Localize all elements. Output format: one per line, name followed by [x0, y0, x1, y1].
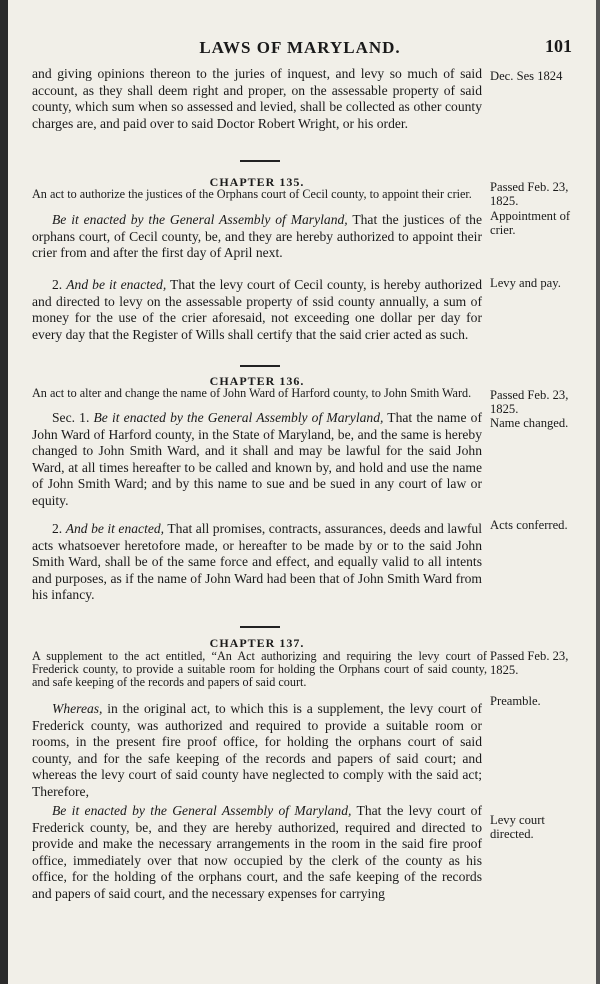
enacting-clause: And be it enacted, [65, 521, 165, 536]
section-number: 2. [52, 521, 63, 536]
sidenote-ch137-preamble: Preamble. [490, 694, 541, 708]
enacting-clause: Be it enacted by the General Assembly of Maryland, [52, 212, 348, 227]
sidenote-ch136-acts: Acts conferred. [490, 518, 568, 532]
section-text: That the levy court of Frederick county, be, and they are hereby authorized, required and directed to provide and make the necessary arrangements in the room in the said fire proof office, immediately over that now occupied by the clerk of the county as his office, for the holding of the orphans court, and the safe keeping of the records and papers of said court, and the necessary expenses for carrying [32, 803, 482, 901]
enacting-clause: Be it enacted by the General Assembly of Maryland, [52, 803, 352, 818]
preamble-text: in the original act, to which this is a supplement, the levy court of Frederick county, was authorized and required to provide a suitable room or rooms, in the present fire proof office, for holding the orphans court of said county, and for the safe keeping of the records and papers of said court; and whereas the levy court of said county have neglected to comply with the said act; Therefore, [32, 701, 482, 799]
chapter-136-section-2 [32, 521, 482, 604]
section-number: 2. [52, 277, 63, 292]
chapter-136-heading: CHAPTER 136. [209, 374, 305, 388]
sidenote-ch135-levy: Levy and pay. [490, 276, 561, 290]
sidenote-ch136-name: Name changed. [490, 416, 569, 430]
running-title: LAWS OF MARYLAND. [199, 38, 401, 57]
chapter-137-heading: CHAPTER 137. [209, 636, 305, 650]
section-number: Sec. 1. [52, 410, 90, 425]
page-number: 101 [545, 36, 572, 56]
chapter-137-title: A supplement to the act entitled, “An Act authorizing and requiring the levy court of Frederick county, to provide a suitable room for holding the Orphans court of said county, and safe keeping of the records and papers of said court. [32, 649, 487, 689]
section-divider [240, 365, 280, 367]
chapter-136-title: An act to alter and change the name of John Ward of Harford county, to John Smith Ward. [32, 386, 472, 400]
chapter-135-section-2 [32, 277, 482, 343]
sidenote-ch135-passed: Passed Feb. 23, 1825. [490, 180, 569, 208]
section-text: That the name of John Ward of Harford county, in the State of Maryland, be, and the same is hereby changed to John Smith Ward, and it shall and may be lawful for the said John Ward, at all times hereafter to be called and known by, and hold and use the name of John Smith Ward; and by this name to sue and be sued in any court of law or equity. [32, 410, 482, 508]
section-divider [240, 626, 280, 628]
page-edge-shadow [0, 0, 8, 984]
continuation-text: and giving opinions thereon to the juries of inquest, and levy so much of said account, as they shall deem right and proper, on the assessable property of said county, which sum when so assessed and levied, shall be collected as other county charges are, and paid over to said Doctor Robert Wright, or his order. [32, 66, 482, 131]
chapter-136-section-1 [32, 410, 482, 509]
sidenote-ch137-passed: Passed Feb. 23, 1825. [490, 649, 569, 677]
chapter-135-heading: CHAPTER 135. [209, 175, 305, 189]
sidenote-ch135-appointment: Appointment of crier. [490, 209, 571, 237]
chapter-137-section-1 [32, 803, 482, 902]
section-text: That the justices of the orphans court, of Cecil county, be, and they are hereby authorized to appoint their crier from and after the first day of April next. [32, 212, 482, 260]
chapter-135-section-1 [32, 212, 482, 262]
whereas-word: Whereas, [52, 701, 103, 716]
enacting-clause: And be it enacted, [66, 277, 167, 292]
section-text: That all promises, contracts, assurances, deeds and lawful acts whatsoever heretofore made, or hereafter to be made by or to the said John Smith Ward, shall be of the same force and effect, and equally valid to all intents and purposes, as if the name of John Ward had been that of John Smith Ward from his infancy. [32, 521, 482, 602]
enacting-clause: Be it enacted by the General Assembly of Maryland, [93, 410, 384, 425]
continuation-paragraph [32, 66, 482, 132]
section-text: That the levy court of Cecil county, is hereby authorized and directed to levy on the assessable property of ssid county annually, a sum of money for the use of the crier aforesaid, not exceeding one dollar per day for every day that the Register of Wills shall certify that the said crier acted as such. [32, 277, 482, 342]
sidenote-ch137-levy: Levy court directed. [490, 813, 545, 841]
sidenote-session-date: Dec. Ses 1824 [490, 69, 563, 83]
page-edge-right [596, 0, 600, 984]
chapter-135-title: An act to authorize the justices of the Orphans court of Cecil county, to appoint their crier. [32, 187, 472, 201]
section-divider [240, 160, 280, 162]
sidenote-ch136-passed: Passed Feb. 23, 1825. [490, 388, 569, 416]
chapter-137-preamble [32, 701, 482, 800]
